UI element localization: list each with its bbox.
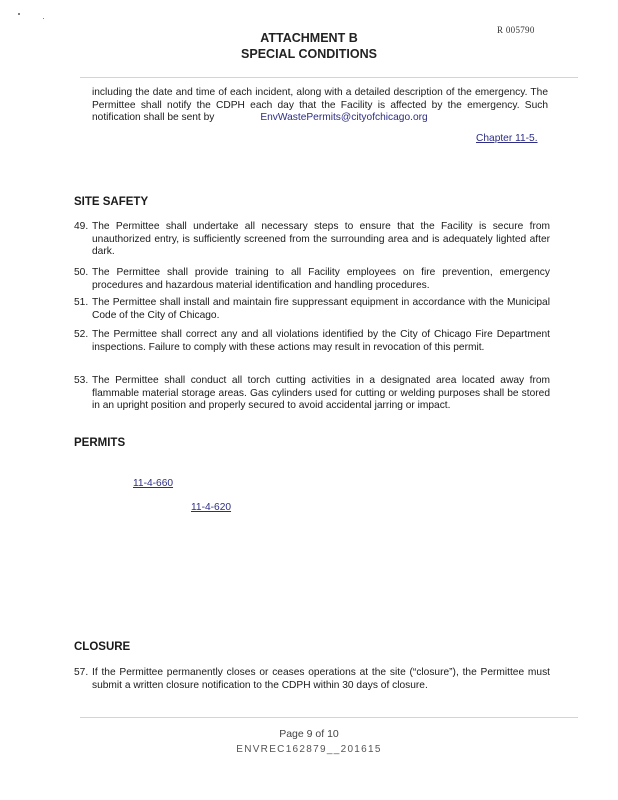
condition-text: The Permittee shall undertake all necessary steps to ensure that the Facility is secure from unauthorized entry, is sufficiently screened from the surrounding area and is adequately lighted after dark.: [92, 221, 550, 258]
footer-divider: [80, 717, 578, 718]
condition-number: 52.: [74, 329, 89, 340]
conditions-title: SPECIAL CONDITIONS: [241, 47, 377, 61]
page-number: Page 9 of 10: [279, 728, 339, 740]
intro-text: including the date and time of each incident, along with a detailed description of the emergency. The Permittee shall notify the CDPH each day that the Facility is affected by the emergency. Such notification shall be sent by: [92, 87, 548, 124]
condition-number: 57.: [74, 667, 89, 678]
condition-item: [74, 297, 550, 322]
attachment-title: ATTACHMENT B: [260, 31, 358, 45]
condition-text: The Permittee shall provide training to all Facility employees on fire prevention, emergency procedures and hazardous material identification and handling procedures.: [92, 267, 550, 291]
permit-code-link[interactable]: 11-4-620: [191, 502, 232, 513]
scan-speck: [18, 13, 20, 15]
condition-number: 53.: [74, 375, 89, 386]
chapter-reference-link[interactable]: Chapter 11-5.: [476, 133, 538, 144]
condition-item: [74, 375, 550, 413]
header-divider: [80, 77, 578, 78]
closure-heading: CLOSURE: [74, 641, 131, 653]
page-header: [0, 30, 618, 62]
document-id: ENVREC162879__201615: [236, 744, 382, 755]
condition-item: [74, 329, 550, 354]
condition-text: If the Permittee permanently closes or ceases operations at the site (“closure”), the Permittee must submit a written closure notification to the CDPH within 30 days of closure.: [92, 667, 550, 691]
condition-number: 49.: [74, 221, 89, 232]
condition-item: [74, 267, 550, 292]
condition-number: 51.: [74, 297, 89, 308]
condition-number: 50.: [74, 267, 89, 278]
notification-email-link[interactable]: EnvWastePermits@cityofchicago.org: [260, 112, 428, 124]
condition-text: The Permittee shall correct any and all violations identified by the City of Chicago Fire Department inspections. Failure to comply with these actions may result in revocation of this permit.: [92, 329, 550, 353]
condition-item: [74, 221, 550, 259]
permit-code-link[interactable]: 11-4-660: [133, 478, 174, 489]
reference-number: R 005790: [497, 25, 535, 35]
condition-text: The Permittee shall conduct all torch cutting activities in a designated area located away from flammable material storage areas. Gas cylinders used for cutting or welding purposes shall be stored in an upright position and properly secured to avoid accidental jarring or impact.: [92, 375, 550, 412]
condition-item: [74, 667, 550, 692]
condition-text: The Permittee shall install and maintain fire suppressant equipment in accordance with the Municipal Code of the City of Chicago.: [92, 297, 550, 321]
intro-paragraph: [92, 87, 548, 125]
scan-speck: [43, 18, 44, 19]
site-safety-heading: SITE SAFETY: [74, 196, 149, 208]
permits-heading: PERMITS: [74, 437, 126, 449]
